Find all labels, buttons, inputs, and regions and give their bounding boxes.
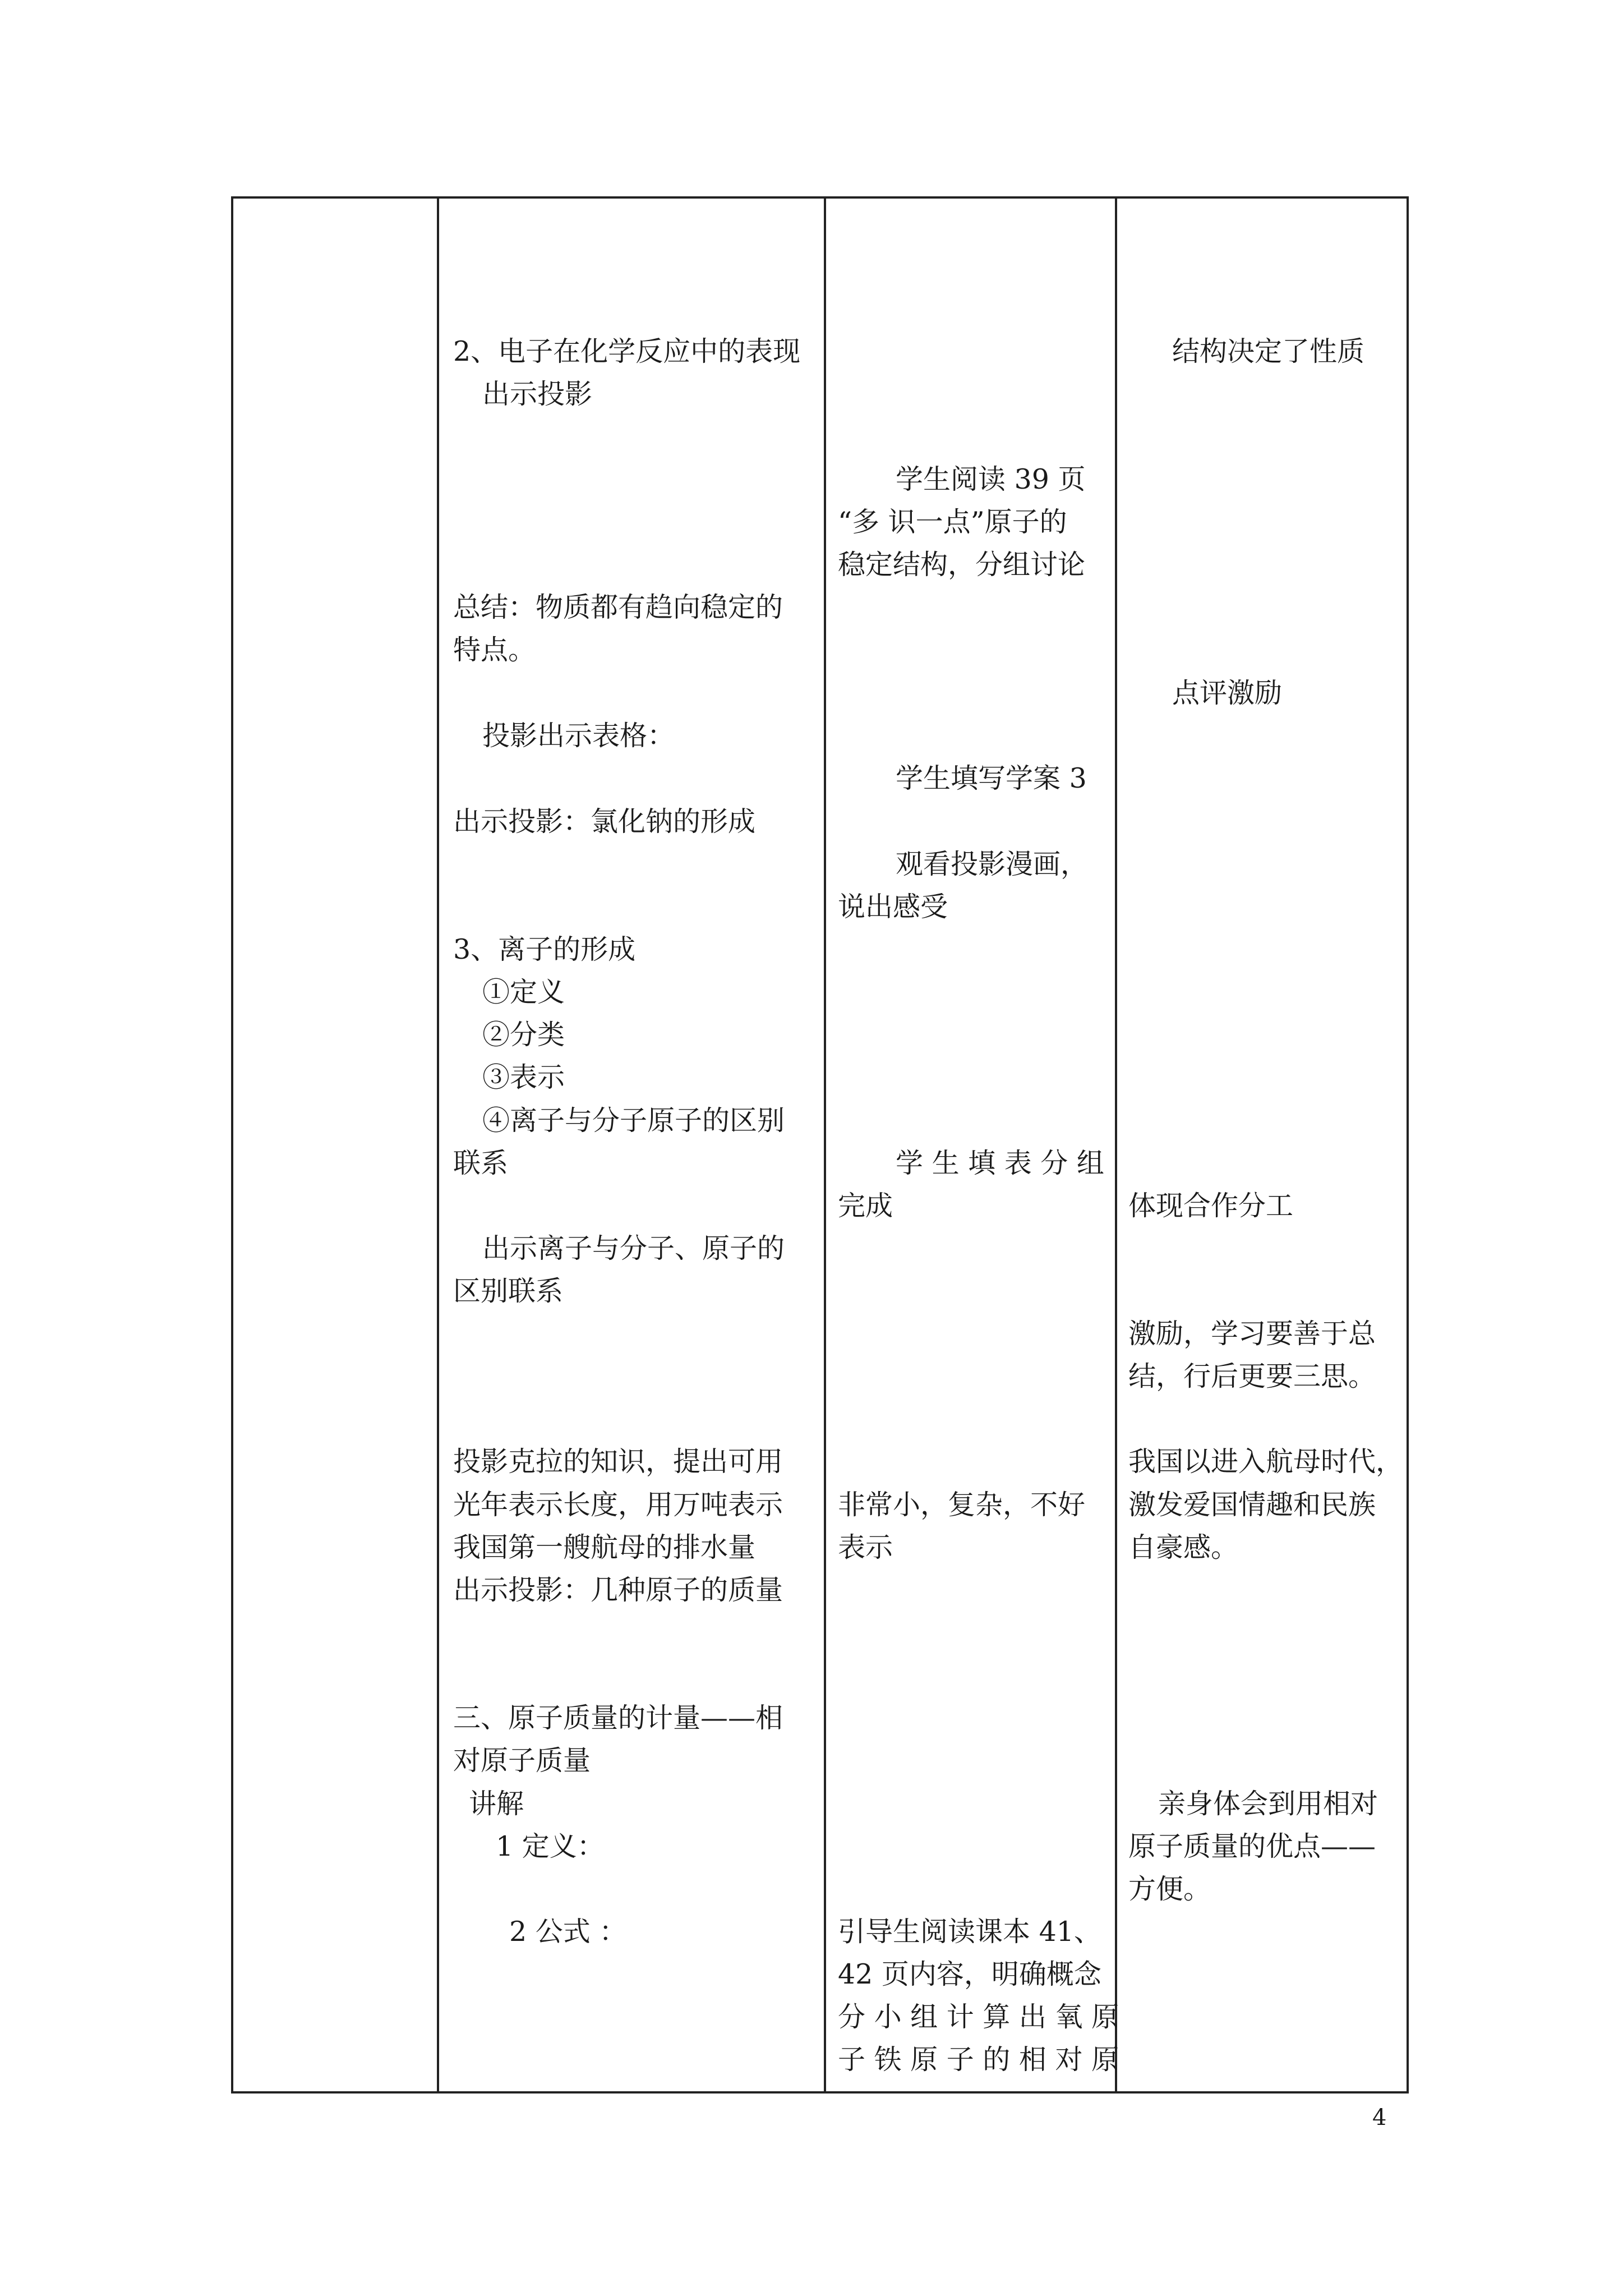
cell-text: 稳定结构，分组讨论 — [838, 549, 1086, 581]
cell-text: 光年表示长度，用万吨表示 — [453, 1489, 783, 1521]
cell-text: 出示投影 — [482, 378, 593, 410]
cell-text: ②分类 — [482, 1019, 565, 1051]
cell-text: 观看投影漫画， — [896, 848, 1089, 880]
cell-text: 1 定义： — [496, 1830, 605, 1862]
cell-text: 表示 — [838, 1531, 893, 1563]
cell-text: 结，行后更要三思。 — [1128, 1360, 1376, 1392]
page-number: 4 — [1372, 2105, 1387, 2131]
cell-text: 3、离子的形成 — [453, 933, 636, 965]
cell-text: 原子质量的优点—— — [1128, 1830, 1376, 1862]
cell-text: ①定义 — [482, 976, 565, 1008]
table-left-border — [231, 196, 233, 2093]
cell-text: 子 铁 原 子 的 相 对 原 — [838, 2044, 1119, 2076]
cell-text: 联系 — [453, 1147, 509, 1179]
cell-text: ④离子与分子原子的区别 — [482, 1105, 785, 1137]
cell-text: 激励，学习要善于总 — [1128, 1318, 1376, 1350]
cell-text: 特点。 — [453, 634, 536, 666]
cell-text: 42 页内容，明确概念 — [838, 1958, 1101, 1990]
cell-text: 完成 — [838, 1190, 893, 1222]
cell-text: “多 识一点”原子的 — [838, 506, 1067, 538]
cell-text: 激发爱国情趣和民族 — [1128, 1489, 1376, 1521]
cell-text: 自豪感。 — [1128, 1531, 1239, 1563]
cell-text: 学生阅读 39 页 — [896, 463, 1086, 495]
cell-text: 2 公式 ： — [509, 1916, 627, 1948]
cell-text: 分 小 组 计 算 出 氧 原 — [838, 2001, 1119, 2033]
cell-text: ③表示 — [482, 1061, 565, 1093]
cell-text: 讲解 — [469, 1788, 524, 1820]
cell-text: 亲身体会到用相对 — [1158, 1788, 1378, 1820]
cell-text: 三、原子质量的计量——相 — [453, 1702, 783, 1734]
cell-text: 我国第一艘航母的排水量 — [453, 1531, 756, 1563]
cell-text: 出示投影：氯化钠的形成 — [453, 806, 756, 838]
cell-text: 体现合作分工 — [1128, 1190, 1294, 1222]
table-top-border — [231, 196, 1409, 199]
cell-text: 出示离子与分子、原子的 — [482, 1232, 785, 1264]
cell-text: 学 生 填 表 分 组 — [896, 1147, 1104, 1179]
cell-text: 对原子质量 — [453, 1745, 591, 1777]
column-divider-3 — [1115, 196, 1117, 2093]
table-bottom-border — [231, 2091, 1409, 2093]
cell-text: 点评激励 — [1172, 677, 1283, 709]
column-divider-1 — [437, 196, 439, 2093]
cell-text: 非常小，复杂，不好 — [838, 1489, 1086, 1521]
cell-text: 结构决定了性质 — [1172, 335, 1365, 367]
cell-text: 说出感受 — [838, 891, 948, 923]
column-divider-2 — [824, 196, 826, 2093]
cell-text: 引导生阅读课本 41、 — [838, 1916, 1101, 1948]
cell-text: 总结：物质都有趋向稳定的 — [453, 591, 783, 623]
cell-text: 投影出示表格： — [482, 720, 675, 752]
cell-text: 投影克拉的知识，提出可用 — [453, 1446, 783, 1478]
cell-text: 出示投影：几种原子的质量 — [453, 1574, 783, 1606]
table-right-border — [1407, 196, 1409, 2093]
cell-text: 方便。 — [1128, 1873, 1211, 1905]
cell-text: 区别联系 — [453, 1275, 564, 1307]
cell-text: 2、电子在化学反应中的表现 — [453, 335, 801, 367]
cell-text: 我国以进入航母时代， — [1128, 1446, 1404, 1478]
cell-text: 学生填写学案 3 — [896, 762, 1087, 794]
